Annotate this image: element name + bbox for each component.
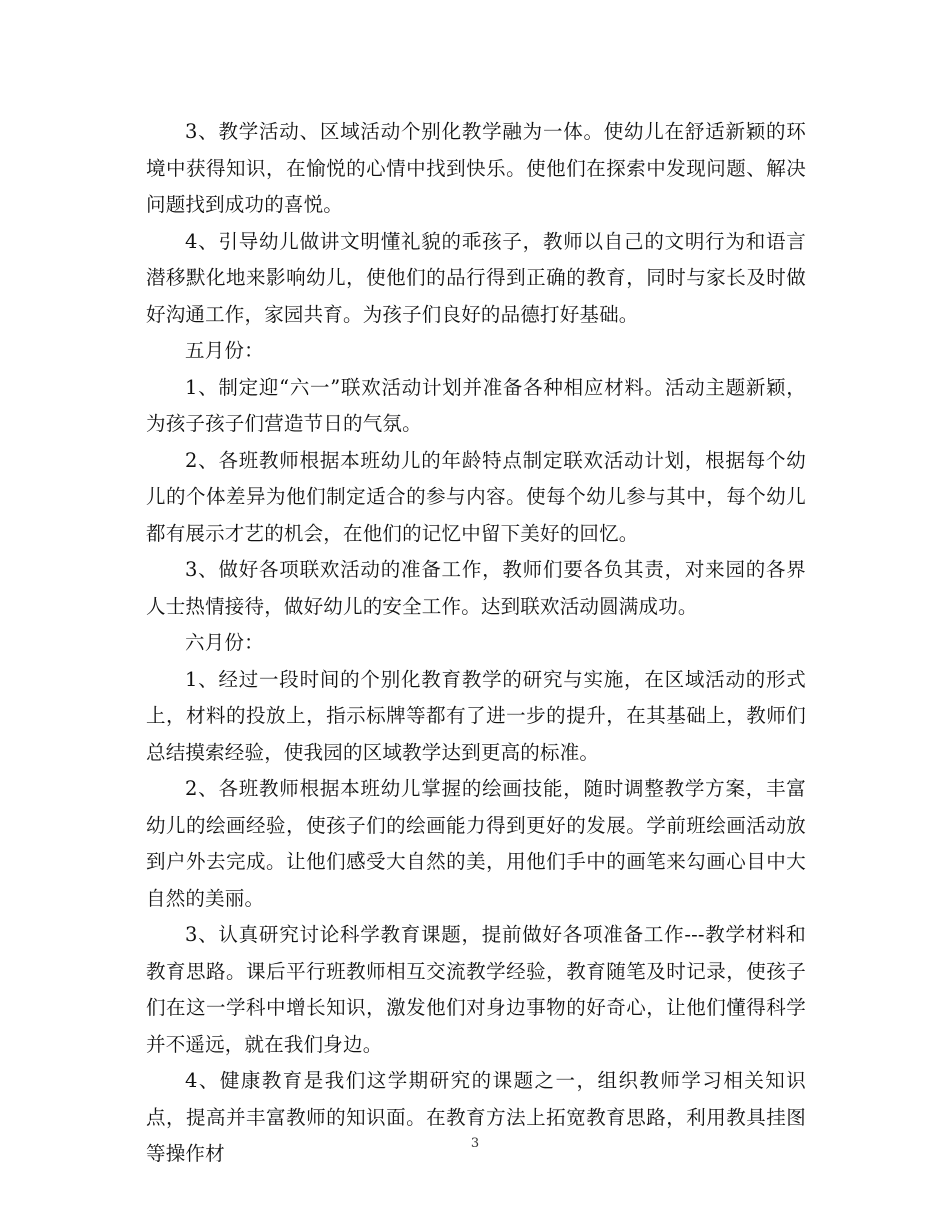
- page-number: 3: [470, 1136, 480, 1151]
- paragraph-june-area-teaching: 1、经过一段时间的个别化教育教学的研究与实施，在区域活动的形式上，材料的投放上，指示标牌等都有了进一步的提升，在其基础上，教师们总结摸索经验，使我园的区域教学达到更高的标准。: [146, 667, 806, 764]
- heading-june: 六月份：: [185, 631, 264, 654]
- heading-may: 五月份：: [185, 339, 264, 362]
- paragraph-may-class-plan: 2、各班教师根据本班幼儿的年龄特点制定联欢活动计划，根据每个幼儿的个体差异为他们制定适合的参与内容。使每个幼儿参与其中，每个幼儿都有展示才艺的机会，在他们的记忆中留下美好的回忆。: [146, 448, 806, 545]
- paragraph-june-drawing: 2、各班教师根据本班幼儿掌握的绘画技能，随时调整教学方案，丰富幼儿的绘画经验，使孩子们的绘画能力得到更好的发展。学前班绘画活动放到户外去完成。让他们感受大自然的美，用他们手中的画笔来勾画心目中大自然的美丽。: [146, 777, 806, 910]
- paragraph-manners-education: 4、引导幼儿做讲文明懂礼貌的乖孩子，教师以自己的文明行为和语言潜移默化地来影响幼儿，使他们的品行得到正确的教育，同时与家长及时做好沟通工作，家园共育。为孩子们良好的品德打好基础。: [146, 229, 806, 326]
- paragraph-june-health: 4、健康教育是我们这学期研究的课题之一，组织教师学习相关知识点，提高并丰富教师的知识面。在教育方法上拓宽教育思路，利用教具挂图等操作材: [146, 1069, 806, 1165]
- paragraph-may-plan: 1、制定迎“六一”联欢活动计划并准备各种相应材料。活动主题新颖，为孩子孩子们营造节日的气氛。: [146, 375, 806, 435]
- document-body: [146, 114, 806, 1173]
- paragraph-activity-integration: 3、教学活动、区域活动个别化教学融为一体。使幼儿在舒适新颖的环境中获得知识，在愉悦的心情中找到快乐。使他们在探索中发现问题、解决问题找到成功的喜悦。: [146, 120, 806, 216]
- paragraph-june-science: 3、认真研究讨论科学教育课题，提前做好各项准备工作---教学材料和教育思路。课后平行班教师相互交流教学经验，教育随笔及时记录，使孩子们在这一学科中增长知识，激发他们对身边事物的好奇心，让他们懂得科学并不遥远，就在我们身边。: [146, 923, 806, 1056]
- paragraph-may-preparation: 3、做好各项联欢活动的准备工作，教师们要各负其责，对来园的各界人士热情接待，做好幼儿的安全工作。达到联欢活动圆满成功。: [146, 558, 806, 618]
